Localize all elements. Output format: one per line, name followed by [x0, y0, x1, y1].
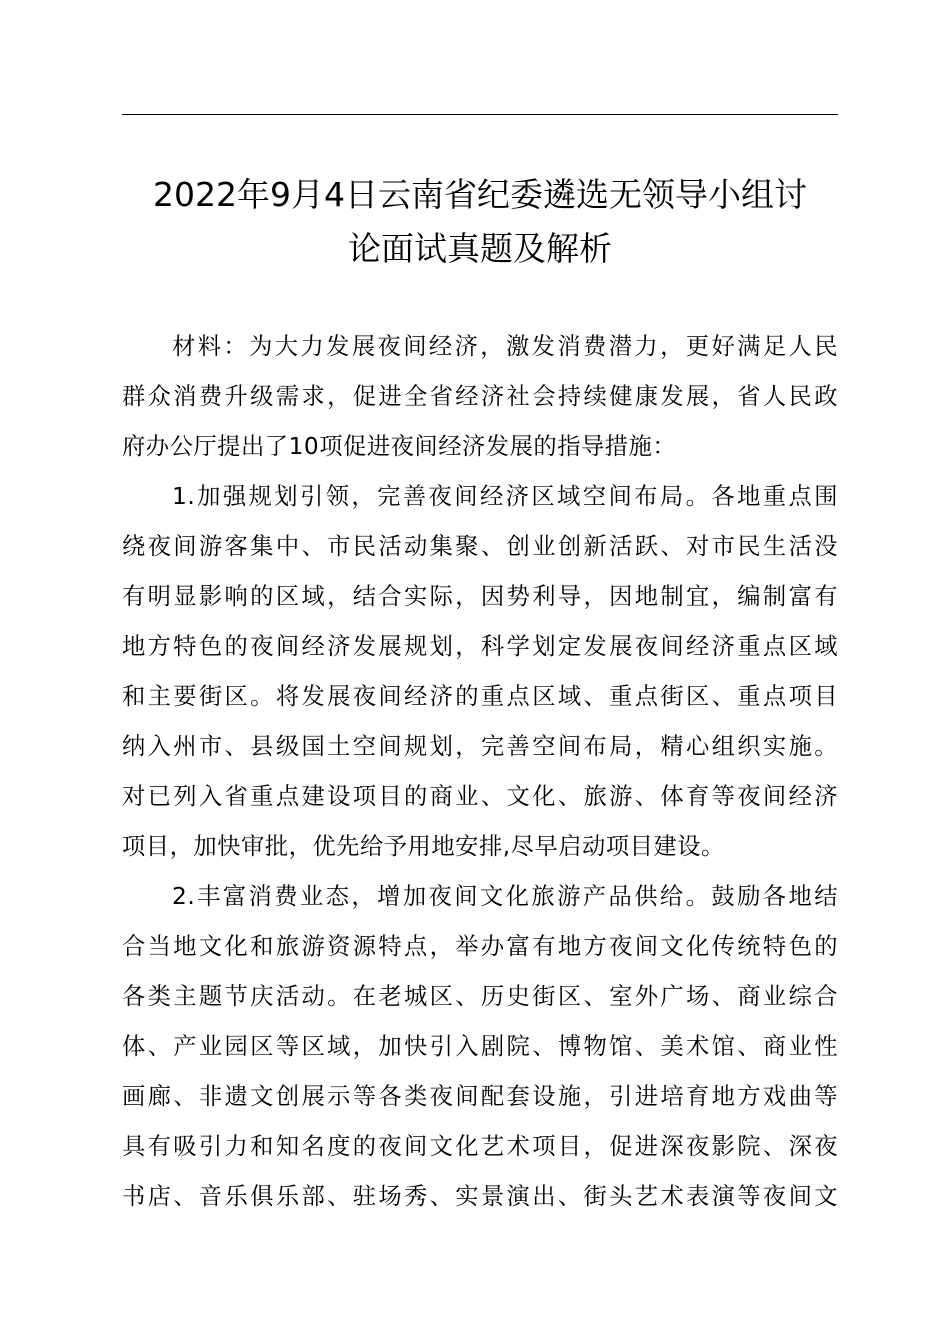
- text-line: 材料：为大力发展夜间经济，激发消费潜力，更好满足人民: [172, 333, 838, 360]
- text-line: 对已列入省重点建设项目的商业、文化、旅游、体育等夜间经济: [122, 783, 838, 810]
- text-line: 绕夜间游客集中、市民活动集聚、创业创新活跃、对市民生活没: [122, 533, 838, 560]
- title-line: 2022年9月4日云南省纪委遴选无领导小组讨: [153, 175, 807, 214]
- text-line: 群众消费升级需求，促进全省经济社会持续健康发展，省人民政: [122, 383, 838, 410]
- document-body: [122, 322, 838, 1222]
- text-line: 体、产业园区等区域，加快引入剧院、博物馆、美术馆、商业性: [122, 1033, 838, 1060]
- text-line: 项目，加快审批，优先给予用地安排,尽早启动项目建设。: [122, 833, 725, 860]
- text-line: 2.丰富消费业态，增加夜间文化旅游产品供给。鼓励各地结: [172, 883, 838, 910]
- text-line: 纳入州市、县级国土空间规划，完善空间布局，精心组织实施。: [122, 733, 838, 760]
- text-line: 1.加强规划引领，完善夜间经济区域空间布局。各地重点围: [172, 483, 838, 510]
- text-line: 府办公厅提出了10项促进夜间经济发展的指导措施：: [122, 433, 677, 460]
- text-line: 书店、音乐俱乐部、驻场秀、实景演出、街头艺术表演等夜间文: [122, 1183, 838, 1210]
- title-line: 论面试真题及解析: [348, 229, 612, 268]
- text-line: 和主要街区。将发展夜间经济的重点区域、重点街区、重点项目: [122, 683, 838, 710]
- header-rule: [122, 114, 838, 115]
- text-line: 画廊、非遗文创展示等各类夜间配套设施，引进培育地方戏曲等: [122, 1083, 838, 1110]
- text-line: 地方特色的夜间经济发展规划，科学划定发展夜间经济重点区域: [122, 633, 838, 660]
- paragraph-material-intro: [122, 322, 838, 472]
- text-line: 合当地文化和旅游资源特点，举办富有地方夜间文化传统特色的: [122, 933, 838, 960]
- text-line: 具有吸引力和知名度的夜间文化艺术项目，促进深夜影院、深夜: [122, 1133, 838, 1160]
- paragraph-measure-1: [122, 472, 838, 872]
- text-line: 有明显影响的区域，结合实际，因势利导，因地制宜，编制富有: [122, 583, 838, 610]
- document-title: [110, 168, 850, 276]
- text-line: 各类主题节庆活动。在老城区、历史街区、室外广场、商业综合: [122, 983, 838, 1010]
- paragraph-measure-2: [122, 872, 838, 1222]
